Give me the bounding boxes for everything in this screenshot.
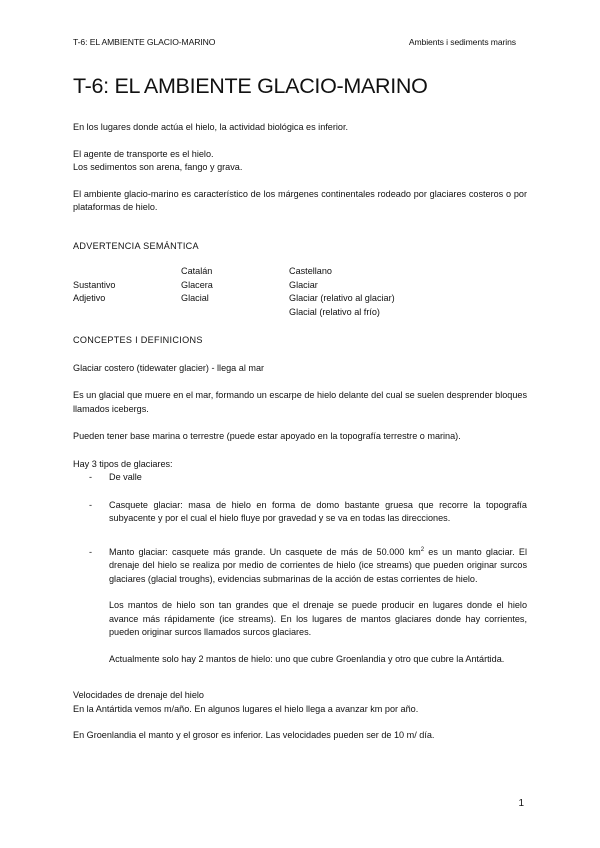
semantic-row (73, 306, 395, 320)
semantic-header-castellano: Castellano (289, 266, 332, 276)
concepts-subheading: Glaciar costero (tidewater glacier) - llega al mar (73, 362, 265, 373)
ice-sheet-text-b: es un manto glaciar. El drenaje del hielo se realiza por medio de corrientes de hielo (ice streams) que pueden originar surcos glaciares (glacial troughs), evidencias submarinas de la acción de estas corrientes de hielo. (109, 546, 527, 584)
intro-line-sediments: Los sedimentos son arena, fango y grava. (73, 162, 243, 172)
semantic-table (73, 265, 395, 319)
list-item (73, 471, 527, 485)
semantic-catalan (181, 306, 289, 320)
glacier-type-ice-cap: Casquete glaciar: masa de hielo en forma de domo bastante gruesa que recorre la topografía subyacente y por el cual el hielo fluye por gravedad y se va en todas las direcciones. (109, 499, 527, 523)
semantic-castellano: Glacial (relativo al frío) (289, 306, 380, 317)
ice-sheet-text-a: Manto glaciar: casquete más grande. Un casquete de más de 50.000 km (109, 546, 421, 557)
glacier-types-list (73, 471, 527, 586)
running-header-right: Ambients i sediments marins (408, 37, 516, 47)
superscript-2: 2 (420, 546, 425, 553)
semantic-term: Adjetivo (73, 293, 106, 303)
page-number: 1 (518, 798, 524, 809)
concepts-paragraph-1: Es un glacial que muere en el mar, formando un escarpe de hielo delante del cual se suelen desprender bloques llamados icebergs. (73, 390, 527, 414)
list-item (73, 499, 527, 526)
semantic-header-catalan: Catalán (181, 266, 213, 276)
velocities-paragraph-2: En Groenlandia el manto y el grosor es inferior. Las velocidades pueden ser de 10 m/ día. (73, 730, 435, 740)
semantic-row (73, 292, 395, 306)
list-dash: - (89, 472, 93, 482)
semantic-castellano: Glaciar (289, 279, 318, 290)
velocities-heading: Velocidades de drenaje del hielo (73, 690, 204, 700)
semantic-header-row (73, 265, 395, 279)
intro-paragraph-3: El ambiente glacio-marino es característico de los márgenes continentales rodeado por glaciares costeros o por plataformas de hielo. (73, 188, 527, 212)
concepts-paragraph-2: Pueden tener base marina o terrestre (puede estar apoyado en la topografía terrestre o marina). (73, 431, 461, 441)
semantic-catalan: Glacera (181, 279, 213, 290)
velocities-paragraph-1: En la Antártida vemos m/año. En algunos lugares el hielo llega a avanzar km por año. (73, 703, 419, 714)
document-body (73, 121, 527, 743)
list-item (73, 546, 527, 587)
ice-sheet-paragraph-3: Actualmente solo hay 2 mantos de hielo: uno que cubre Groenlandia y otro que cubre la Antártida. (109, 653, 505, 664)
semantic-row (73, 279, 395, 293)
glacier-types-intro: Hay 3 tipos de glaciares: (73, 458, 173, 469)
semantic-header-term (73, 265, 181, 279)
semantic-castellano: Glaciar (relativo al glaciar) (289, 293, 395, 303)
intro-paragraph-1: En los lugares donde actúa el hielo, la actividad biológica es inferior. (73, 122, 349, 132)
intro-line-transport: El agente de transporte es el hielo. (73, 148, 214, 159)
running-header-left: T-6: EL AMBIENTE GLACIO-MARINO (73, 37, 216, 47)
semantic-term: Sustantivo (73, 279, 116, 290)
intro-paragraph-2 (73, 148, 527, 175)
page-title: T-6: EL AMBIENTE GLACIO-MARINO (73, 74, 428, 98)
list-dash: - (89, 499, 93, 510)
list-dash: - (89, 546, 93, 557)
semantic-catalan: Glacial (181, 293, 209, 303)
concepts-heading: CONCEPTES I DEFINICIONS (73, 335, 203, 345)
ice-sheet-paragraph-2: Los mantos de hielo son tan grandes que el drenaje se puede producir en lugares donde el hielo avance más rápidamente (ice streams). En los lugares de mantos glaciares donde hay corrientes, pueden originar surcos llamados surcos glaciares. (109, 600, 527, 637)
semantic-heading: ADVERTENCIA SEMÁNTICA (73, 240, 199, 251)
glacier-type-ice-sheet (109, 547, 527, 584)
glacier-type-valley: De valle (109, 472, 142, 482)
semantic-term (73, 306, 181, 320)
